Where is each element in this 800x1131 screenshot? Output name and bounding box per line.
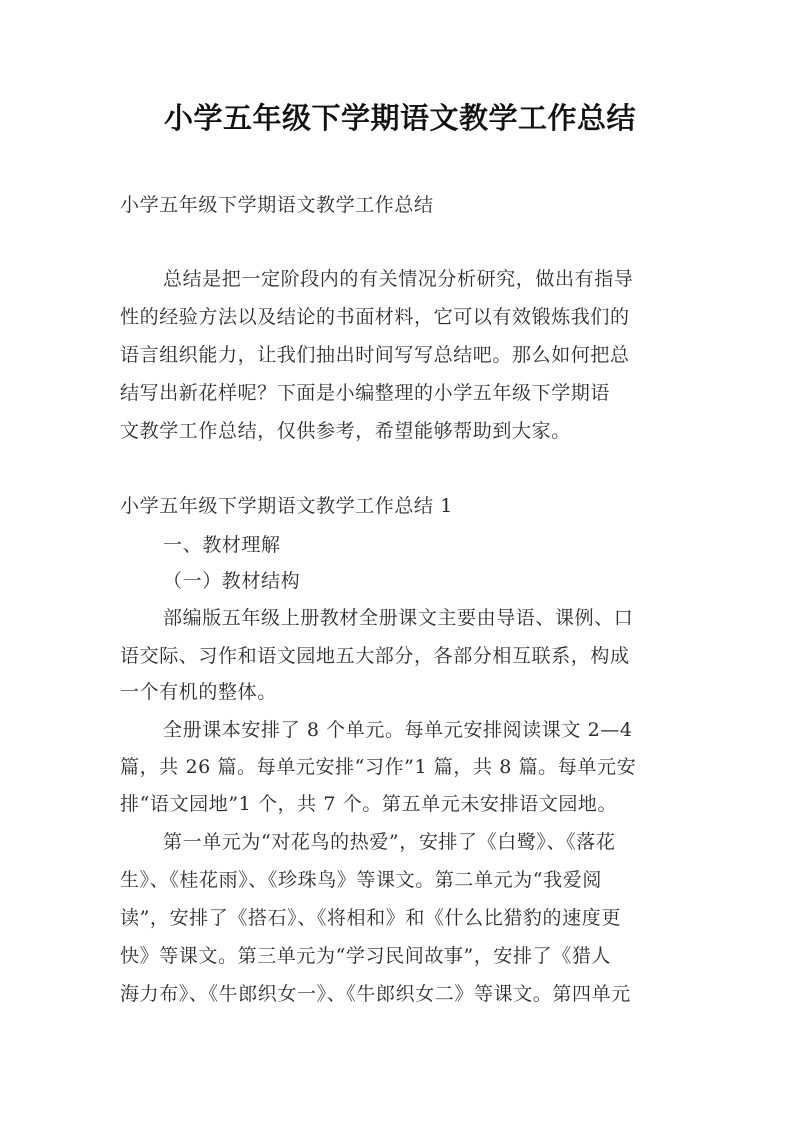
subsection-heading: 一、教材理解: [163, 534, 281, 556]
paragraph-line: 一个有机的整体。: [120, 681, 277, 703]
paragraph-line: 语交际、习作和语文园地五大部分，各部分相互联系，构成: [120, 645, 630, 667]
paragraph-line: 部编版五年级上册教材全册课文主要由导语、课例、口: [163, 607, 634, 629]
subsection-heading: （一）教材结构: [163, 570, 301, 592]
document-title: 小学五年级下学期语文教学工作总结: [163, 101, 636, 135]
subtitle: 小学五年级下学期语文教学工作总结: [120, 194, 434, 216]
paragraph-line: 总结是把一定阶段内的有关情况分析研究，做出有指导: [163, 268, 634, 290]
paragraph-line: 快》等课文。第三单元为“学习民间故事”，安排了《猎人: [120, 945, 612, 967]
paragraph-line: 篇，共 26 篇。每单元安排“习作”1 篇，共 8 篇。每单元安: [120, 756, 637, 778]
paragraph-line: 海力布》、《牛郎织女一》、《牛郎织女二》等课文。第四单元: [120, 983, 631, 1005]
paragraph-line: 第一单元为“对花鸟的热爱”，安排了《白鹭》、《落花: [163, 831, 616, 853]
paragraph-line: 读”，安排了《搭石》、《将相和》和《什么比猎豹的速度更: [120, 907, 621, 929]
section-heading: 小学五年级下学期语文教学工作总结 1: [120, 495, 453, 517]
paragraph-line: 排“语文园地”1 个，共 7 个。第五单元未安排语文园地。: [120, 793, 618, 815]
paragraph-line: 性的经验方法以及结论的书面材料，它可以有效锻炼我们的: [120, 306, 630, 328]
paragraph-line: 全册课本安排了 8 个单元。每单元安排阅读课文 2—4: [163, 719, 633, 741]
paragraph-line: 结写出新花样呢？下面是小编整理的小学五年级下学期语: [120, 382, 611, 404]
paragraph-line: 生》、《桂花雨》、《珍珠鸟》等课文。第二单元为“我爱阅: [120, 869, 602, 891]
paragraph-line: 语言组织能力，让我们抽出时间写写总结吧。那么如何把总: [120, 344, 630, 366]
paragraph-line: 文教学工作总结，仅供参考，希望能够帮助到大家。: [120, 420, 571, 442]
